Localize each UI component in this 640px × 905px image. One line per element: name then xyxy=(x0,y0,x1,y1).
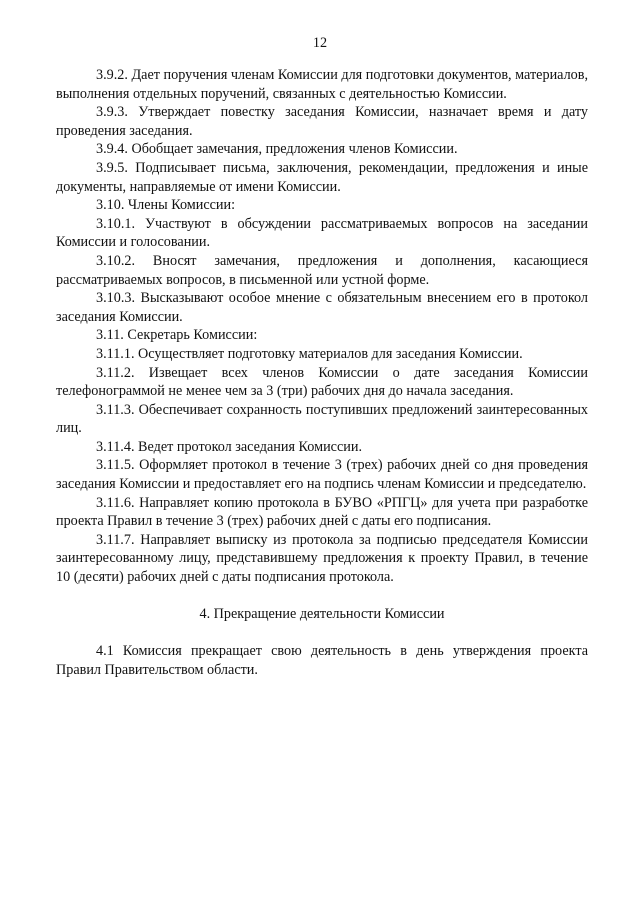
paragraph-3-11-1: 3.11.1. Осуществляет подготовку материалов для заседания Комиссии. xyxy=(96,345,523,362)
paragraph-3-10: 3.10. Члены Комиссии: xyxy=(96,197,236,214)
paragraph-3-11-4: 3.11.4. Ведет протокол заседания Комиссии. xyxy=(96,438,363,455)
paragraph-3-9-5: 3.9.5. Подписывает письма, заключения, рекомендации, предложения и иные документы, направляемые от имени Комиссии. xyxy=(56,159,588,195)
paragraph-3-9-4: 3.9.4. Обобщает замечания, предложения членов Комиссии. xyxy=(96,141,458,158)
document-body xyxy=(56,66,588,679)
page-number: 12 xyxy=(312,35,328,51)
paragraph-3-10-1: 3.10.1. Участвуют в обсуждении рассматриваемых вопросов на заседании Комиссии и голосовании. xyxy=(56,215,588,251)
paragraph-4-1: 4.1 Комиссия прекращает свою деятельность в день утверждения проекта Правил Правительством области. xyxy=(56,643,588,678)
paragraph-3-11-3: 3.11.3. Обеспечивает сохранность поступивших предложений заинтересованных лиц. xyxy=(56,401,588,437)
section-heading: 4. Прекращение деятельности Комиссии xyxy=(199,605,445,622)
paragraph-3-11: 3.11. Секретарь Комиссии: xyxy=(96,327,258,344)
paragraph-3-11-2: 3.11.2. Извещает всех членов Комиссии о дате заседания Комиссии телефонограммой не менее чем за 3 (три) рабочих дня до начала заседания. xyxy=(56,364,588,400)
paragraph-3-10-3: 3.10.3. Высказывают особое мнение с обязательным внесением его в протокол заседания Комиссии. xyxy=(56,290,588,325)
paragraph-3-9-3: 3.9.3. Утверждает повестку заседания Комиссии, назначает время и дату проведения заседания. xyxy=(56,104,588,139)
paragraph-3-11-6: 3.11.6. Направляет копию протокола в БУВО «РПГЦ» для учета при разработке проекта Правил в течение 3 (трех) рабочих дней с даты его подписания. xyxy=(56,494,588,530)
paragraph-3-10-2: 3.10.2. Вносят замечания, предложения и дополнения, касающиеся рассматриваемых вопросов, в письменной или устной форме. xyxy=(56,252,588,288)
paragraph-3-9-2: 3.9.2. Дает поручения членам Комиссии для подготовки документов, материалов, выполнения отдельных поручений, связанных с деятельностью Комиссии. xyxy=(56,67,588,102)
paragraph-3-11-7: 3.11.7. Направляет выписку из протокола за подписью председателя Комиссии заинтересованному лицу, представившему предложения к проекту Правил, в течение 10 (десяти) рабочих дней с даты подписания протокола. xyxy=(56,531,588,586)
paragraph-3-11-5: 3.11.5. Оформляет протокол в течение 3 (трех) рабочих дней со дня проведения заседания Комиссии и предоставляет его на подпись членам Комиссии и председателю. xyxy=(56,457,588,493)
